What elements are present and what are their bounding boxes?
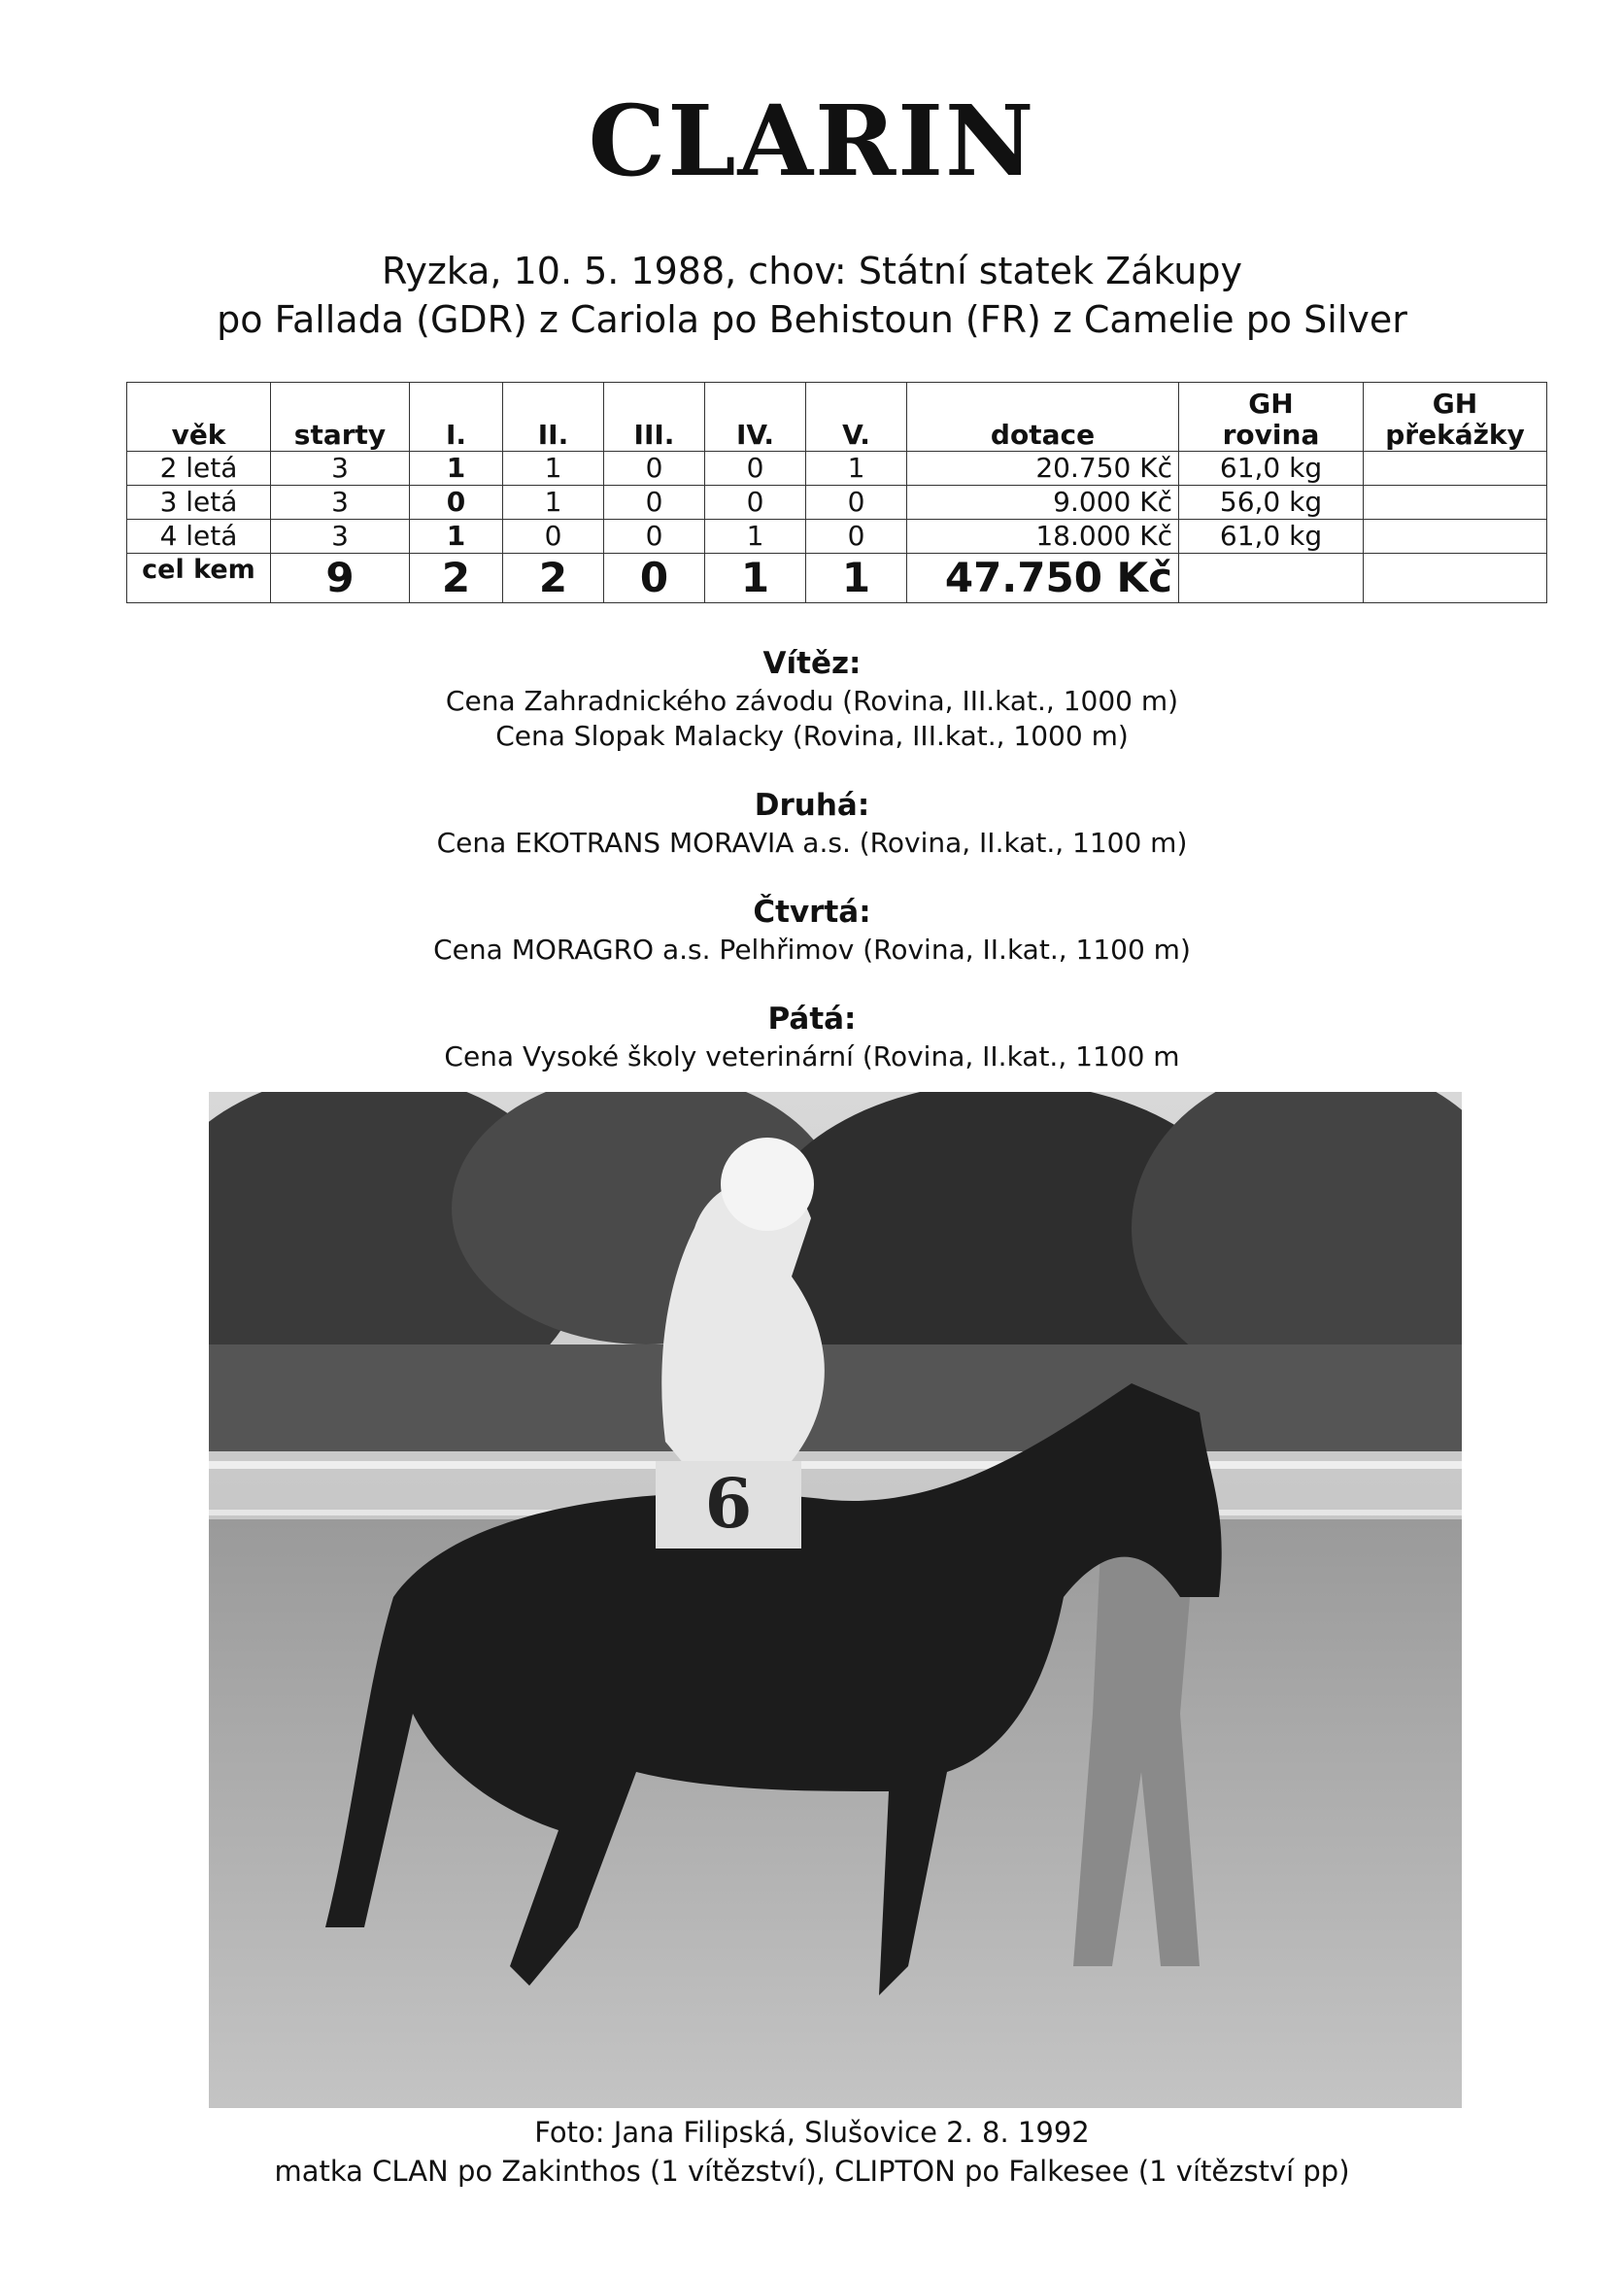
total-starts: 9 [271,554,410,603]
saddle-number: 6 [704,1463,753,1544]
fourth-place-section [0,892,1624,968]
photo-caption: Foto: Jana Filipská, Slušovice 2. 8. 1992 [534,2116,1090,2149]
cell-fifth: 0 [806,486,907,520]
race-line: Cena Vysoké školy veterinární (Rovina, II.kat., 1100 m [444,1040,1180,1072]
header-starts: starty [271,383,410,452]
race-line: Cena MORAGRO a.s. Pelhřimov (Rovina, II.kat., 1100 m) [433,934,1191,966]
section-heading: Pátá: [767,1002,857,1037]
header-second: II. [503,383,604,452]
cell-fifth: 0 [806,520,907,554]
table-row [127,520,1547,554]
pedigree-line: po Fallada (GDR) z Cariola po Behistoun (FR) z Camelie po Silver [217,298,1407,341]
cell-gh-flat: 61,0 kg [1179,452,1364,486]
cell-fifth: 1 [806,452,907,486]
horse-photo [209,1092,1462,2108]
cell-first: 0 [410,486,503,520]
horse-name-title: CLARIN [588,84,1036,198]
total-prize: 47.750 Kč [907,554,1179,603]
cell-fourth: 0 [705,452,806,486]
header-fourth: IV. [705,383,806,452]
cell-second: 1 [503,452,604,486]
race-statistics-table [126,382,1547,603]
cell-fourth: 1 [705,520,806,554]
horse-info-line: Ryzka, 10. 5. 1988, chov: Státní statek Zákupy [382,250,1242,292]
table-header-row [127,383,1547,452]
header-fifth: V. [806,383,907,452]
total-first: 2 [410,554,503,603]
cell-gh-hurdle [1364,452,1547,486]
offspring-line: matka CLAN po Zakinthos (1 vítězství), CLIPTON po Falkesee (1 vítězství pp) [274,2155,1350,2188]
total-gh-flat [1179,554,1364,603]
total-label: cel kem [127,554,271,603]
total-third: 0 [604,554,705,603]
total-gh-hurdle [1364,554,1547,603]
cell-age: 3 letá [127,486,271,520]
cell-third: 0 [604,452,705,486]
section-heading: Vítěz: [762,646,862,681]
cell-age: 2 letá [127,452,271,486]
winner-section [0,643,1624,754]
cell-third: 0 [604,520,705,554]
total-fifth: 1 [806,554,907,603]
cell-prize: 18.000 Kč [907,520,1179,554]
second-place-section [0,785,1624,861]
cell-prize: 9.000 Kč [907,486,1179,520]
race-line: Cena Slopak Malacky (Rovina, III.kat., 1000 m) [495,720,1129,752]
cell-gh-flat: 61,0 kg [1179,520,1364,554]
cell-first: 1 [410,520,503,554]
cell-starts: 3 [271,452,410,486]
header-prize: dotace [907,383,1179,452]
cell-second: 1 [503,486,604,520]
cell-age: 4 letá [127,520,271,554]
cell-starts: 3 [271,520,410,554]
header-first: I. [410,383,503,452]
total-second: 2 [503,554,604,603]
section-heading: Čtvrtá: [753,895,871,930]
cell-second: 0 [503,520,604,554]
cell-gh-hurdle [1364,486,1547,520]
header-gh-flat: GH rovina [1179,383,1364,452]
cell-third: 0 [604,486,705,520]
cell-gh-hurdle [1364,520,1547,554]
cell-fourth: 0 [705,486,806,520]
cell-first: 1 [410,452,503,486]
header-age: věk [127,383,271,452]
header-third: III. [604,383,705,452]
table-row [127,452,1547,486]
cell-prize: 20.750 Kč [907,452,1179,486]
race-line: Cena EKOTRANS MORAVIA a.s. (Rovina, II.kat., 1100 m) [436,827,1188,859]
cell-starts: 3 [271,486,410,520]
fifth-place-section [0,999,1624,1074]
cell-gh-flat: 56,0 kg [1179,486,1364,520]
table-row [127,486,1547,520]
total-fourth: 1 [705,554,806,603]
header-gh-hurdle: GH překážky [1364,383,1547,452]
section-heading: Druhá: [754,788,870,823]
race-line: Cena Zahradnického závodu (Rovina, III.kat., 1000 m) [445,685,1179,717]
table-total-row [127,554,1547,603]
